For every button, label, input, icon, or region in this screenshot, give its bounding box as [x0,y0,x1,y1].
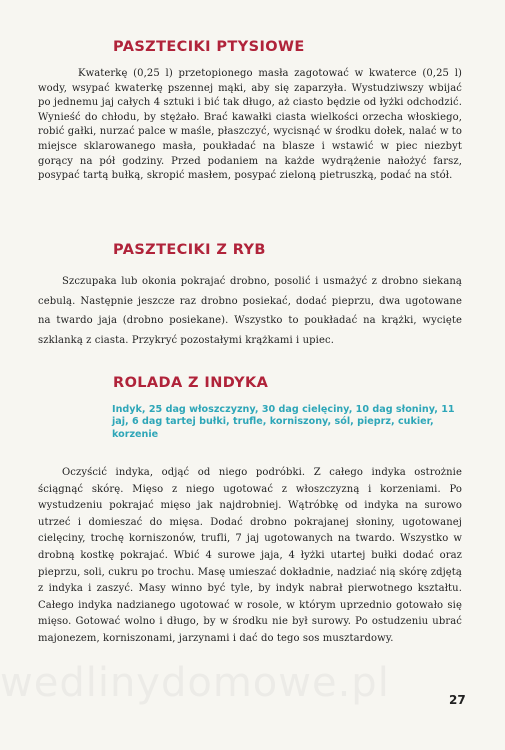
recipe-text-rolada-z-indyka: Oczyścić indyka, odjąć od niego podróbki. Z całego indyka ostrożnie ściągnąć skórę. Mięso z niego ugotować z włoszczyzną i korzeniami. Po wystudzeniu pokrajać mięso jak najdrobniej. Wątróbkę od indyka na surowo utrzeć i domieszać do mięsa. Dodać drobno pokrajanej słoniny, ugotowanej cielęciny, trochę korniszonów, trufli, 7 jaj ugotowanych na twardo. Wszystko w drobną kostkę pokrajać. Wbić 4 surowe jaja, 4 łyżki utartej bułki dodać oraz pieprzu, soli, cukru po trochu. Masę umieszać dokładnie, nadziać nią skórę zdjętą z indyka i zaszyć. Masy winno być tyle, by indyk nabrał pierwotnego kształtu. Całego indyka nadzianego ugotować w rosole, w którym uprzednio gotowało się mięso. Gotować wolno i długo, by w środku nie był surowy. Po ostudzeniu ubrać majonezem, korniszonami, jarzynami i dać do tego sos musztardowy. [38,467,462,644]
recipe-title-rolada-z-indyka: ROLADA Z INDYKA [113,375,269,391]
page-number: 27 [449,693,466,707]
recipe-title-paszteciki-ptysiowe: PASZTECIKI PTYSIOWE [113,39,305,55]
recipe-text-paszteciki-z-ryb: Szczupaka lub okonia pokrajać drobno, posolić i usmażyć z drobno siekaną cebulą. Następnie jeszcze raz drobno posiekać, dodać pieprzu, dwa ugotowane na twardo jaja (drobno posiekane). Wszystko to poukładać na krążki, wycięte szklanką z ciasta. Przykryć pozostałymi krążkami i upiec. [38,276,462,346]
watermark: wedlinydomowe.pl [0,660,390,706]
recipe-title-paszteciki-z-ryb: PASZTECIKI Z RYB [113,242,266,258]
recipe-text-paszteciki-ptysiowe: Kwaterkę (0,25 l) przetopionego masła zagotować w kwaterce (0,25 l) wody, wsypać kwaterkę pszennej mąki, aby się zaparzyła. Wystudziwszy wbijać po jednemu jaj całych 4 sztuki i bić tak długo, aż ciasto będzie od łyżki odchodzić. Wynieść do chłodu, by stężało. Brać kawałki ciasta wielkości orzecha włoskiego, robić gałki, nurzać palce w maśle, płaszczyć, wycisnąć w środku dołek, nalać w to miejsce sklarowanego masła, poukładać na blasze i wstawić w piec niezbyt gorący na pół godziny. Przed podaniem na każde wydrążenie nałożyć farsz, posypać tartą bułką, skropić masłem, posypać zieloną pietruszką, podać na stół. [38,68,462,182]
recipe-ingredients-rolada-z-indyka: Indyk, 25 dag włoszczyzny, 30 dag cielęciny, 10 dag słoniny, 11 jaj, 6 dag tartej bułki, trufle, korniszony, sól, pieprz, cukier, korzenie [112,404,455,440]
